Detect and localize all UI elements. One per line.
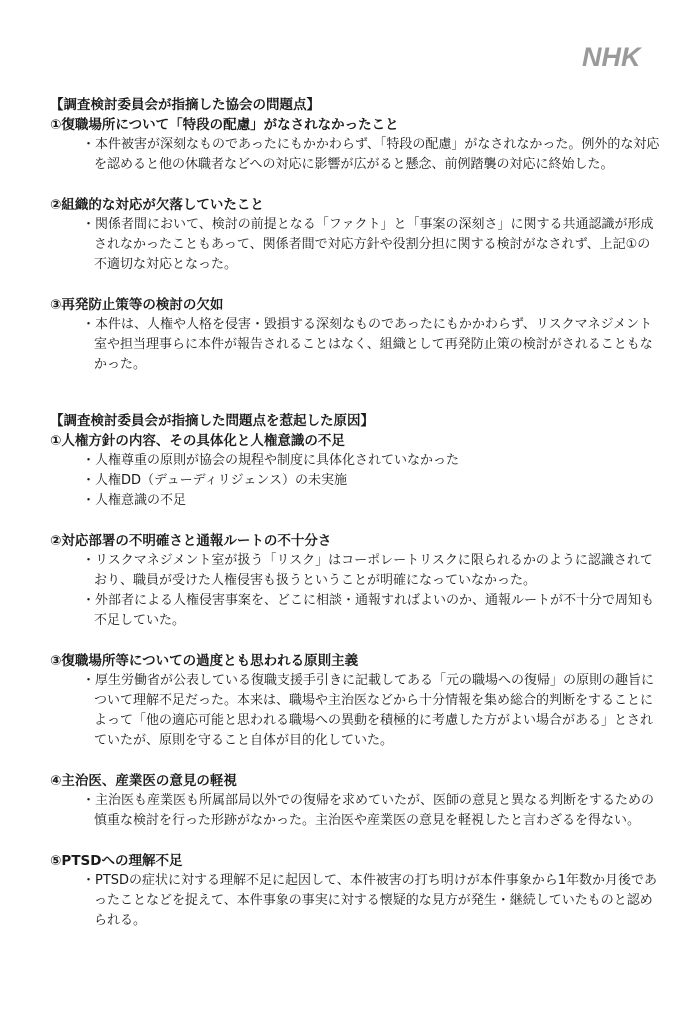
section-heading-problems: 【調査検討委員会が指摘した協会の問題点】	[50, 97, 320, 113]
problem-1-bullet: ・本件被害が深刻なものであったにもかかわらず、「特段の配慮」がなされなかった。例外的な対応を認めると他の休職者などへの対応に影響が広がると懸念、前例踏襲の対応に終始した。	[82, 137, 660, 172]
cause-5-title: ⑤PTSDへの理解不足	[50, 853, 183, 869]
document-body	[50, 95, 660, 931]
cause-3-bullet: ・厚生労働省が公表している復職支援手引きに記載してある「元の職場への復帰」の原則の趣旨について理解不足だった。本来は、職場や主治医などから十分情報を集め総合的判断をすることによって「他の適応可能と思われる職場への異動を積極的に考慮した方がよい場合がある」とされていたが、原則を守ること自体が目的化していた。	[82, 673, 655, 748]
cause-1-title: ①人権方針の内容、その具体化と人権意識の不足	[50, 433, 345, 449]
problem-1-title: ①復職場所について「特段の配慮」がなされなかったこと	[50, 117, 399, 133]
cause-4-title: ④主治医、産業医の意見の軽視	[50, 773, 237, 789]
problem-2-bullet: ・関係者間において、検討の前提となる「ファクト」と「事案の深刻さ」に関する共通認識が形成されなかったこともあって、関係者間で対応方針や役割分担に関する検討がなされず、上記①の不適切な対応となった。	[82, 217, 654, 272]
cause-1-bullet: ・人権意識の不足	[82, 493, 187, 508]
section-heading-causes: 【調査検討委員会が指摘した問題点を惹起した原因】	[50, 413, 374, 429]
problem-3-title: ③再発防止策等の検討の欠如	[50, 297, 224, 313]
cause-3-title: ③復職場所等についての過度とも思われる原則主義	[50, 653, 359, 669]
cause-2-bullet: ・外部者による人権侵害事案を、どこに相談・通報すればよいのか、通報ルートが不十分で周知も不足していた。	[82, 593, 655, 628]
cause-2-bullet: ・リスクマネジメント室が扱う「リスク」はコーポレートリスクに限られるかのように認識されており、職員が受けた人権侵害も扱うということが明確になっていなかった。	[82, 553, 653, 588]
cause-1-bullet: ・人権尊重の原則が協会の規程や制度に具体化されていなかった	[82, 453, 460, 468]
cause-5-bullet: ・PTSDの症状に対する理解不足に起因して、本件被害の打ち明けが本件事象から1年数か月後であったことなどを捉えて、本件事象の事実に対する懐疑的な見方が発生・継続していたものと認められる。	[82, 873, 658, 928]
cause-1-bullet: ・人権DD（デューディリジェンス）の未実施	[82, 473, 347, 488]
cause-2-title: ②対応部署の不明確さと通報ルートの不十分さ	[50, 533, 332, 549]
cause-4-bullet: ・主治医も産業医も所属部局以外での復帰を求めていたが、医師の意見と異なる判断をするための慎重な検討を行った形跡がなかった。主治医や産業医の意見を軽視したと言わざるを得ない。	[82, 793, 655, 828]
problem-2-title: ②組織的な対応が欠落していたこと	[50, 197, 264, 213]
problem-3-bullet: ・本件は、人権や人格を侵害・毀損する深刻なものであったにもかかわらず、リスクマネジメント室や担当理事らに本件が報告されることはなく、組織として再発防止策の検討がされることもなかった。	[82, 317, 653, 372]
nhk-logo: NHK	[582, 42, 641, 72]
